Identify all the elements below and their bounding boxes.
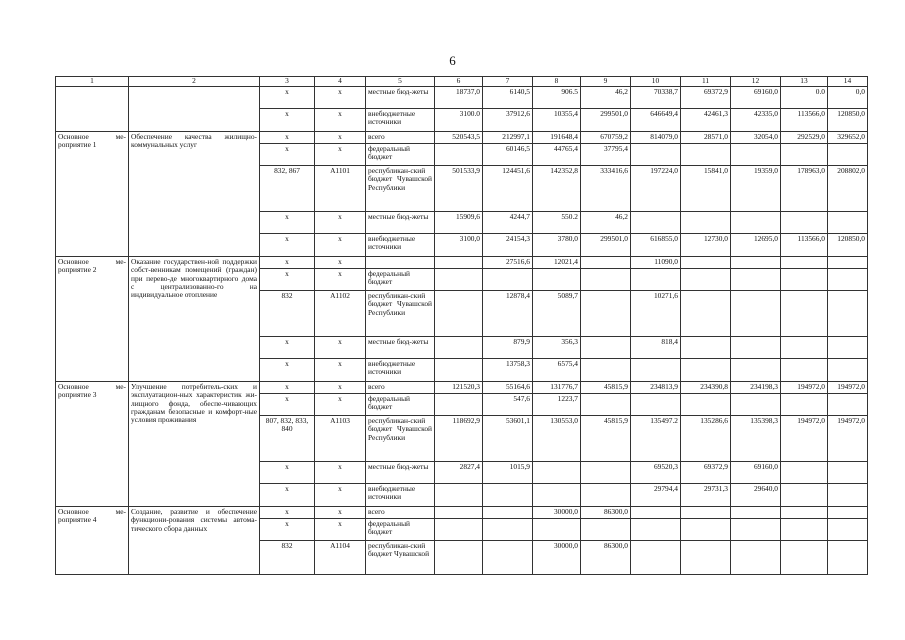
value-cell <box>435 484 483 507</box>
value-cell: 550.2 <box>533 212 581 234</box>
value-cell <box>681 337 731 359</box>
responsible-code-cell: х <box>260 484 315 507</box>
value-cell <box>581 394 631 416</box>
column-header: 2 <box>129 77 260 87</box>
value-cell: 69372,9 <box>681 462 731 484</box>
value-cell: 12021,4 <box>533 257 581 269</box>
value-cell <box>483 269 533 291</box>
funding-source-cell: местные бюд-жеты <box>366 462 435 484</box>
value-cell <box>483 519 533 541</box>
value-cell: 11090,0 <box>631 257 681 269</box>
value-cell <box>435 507 483 519</box>
column-header: 10 <box>631 77 681 87</box>
responsible-code-cell: х <box>260 87 315 109</box>
table-row <box>56 132 868 144</box>
table-row <box>56 257 868 269</box>
value-cell <box>828 269 868 291</box>
value-cell <box>731 257 781 269</box>
value-cell <box>435 519 483 541</box>
value-cell: 3100,0 <box>435 234 483 257</box>
value-cell: 135497.2 <box>631 416 681 462</box>
value-cell <box>533 519 581 541</box>
responsible-code-cell: х <box>260 109 315 132</box>
value-cell: 42335,0 <box>731 109 781 132</box>
value-cell <box>631 507 681 519</box>
value-cell <box>681 291 731 337</box>
funding-source-cell: всего <box>366 132 435 144</box>
value-cell: 45815,9 <box>581 416 631 462</box>
value-cell: 0.0 <box>781 87 828 109</box>
value-cell: 10271,6 <box>631 291 681 337</box>
activity-description: Улучшение потребитель-ских и эксплуатацион-ных характеристик жи-лищного фонда, обеспе-чивающих гражданам безопасные и комфорт-ные условия проживания <box>129 382 260 507</box>
value-cell <box>631 519 681 541</box>
column-header: 4 <box>315 77 366 87</box>
budget-code-cell: А1102 <box>315 291 366 337</box>
value-cell: 46,2 <box>581 212 631 234</box>
value-cell <box>533 269 581 291</box>
value-cell <box>631 269 681 291</box>
value-cell: 29640,0 <box>731 484 781 507</box>
value-cell: 520543,5 <box>435 132 483 144</box>
value-cell: 24154,3 <box>483 234 533 257</box>
value-cell <box>781 507 828 519</box>
budget-code-cell: х <box>315 484 366 507</box>
value-cell: 27516,6 <box>483 257 533 269</box>
funding-source-cell: федеральный бюджет <box>366 144 435 166</box>
value-cell <box>828 212 868 234</box>
value-cell: 234390,8 <box>681 382 731 394</box>
responsible-code-cell: 832 <box>260 541 315 575</box>
value-cell: 1223,7 <box>533 394 581 416</box>
activity-name: Основное ме-роприятие 4 <box>56 507 129 575</box>
value-cell: 191648,4 <box>533 132 581 144</box>
value-cell <box>828 359 868 382</box>
value-cell: 135398,3 <box>731 416 781 462</box>
funding-source-cell: местные бюд-жеты <box>366 337 435 359</box>
responsible-code-cell: х <box>260 269 315 291</box>
value-cell <box>483 507 533 519</box>
value-cell: 292529,0 <box>781 132 828 144</box>
funding-source-cell: внебюджетные источники <box>366 359 435 382</box>
column-header: 14 <box>828 77 868 87</box>
value-cell: 70338,7 <box>631 87 681 109</box>
value-cell: 616855,0 <box>631 234 681 257</box>
value-cell: 120850,0 <box>828 234 868 257</box>
value-cell <box>435 257 483 269</box>
value-cell: 13758,3 <box>483 359 533 382</box>
value-cell <box>631 359 681 382</box>
value-cell: 130553,0 <box>533 416 581 462</box>
column-header: 8 <box>533 77 581 87</box>
value-cell: 333416,6 <box>581 166 631 212</box>
value-cell: 299501,0 <box>581 234 631 257</box>
budget-code-cell: х <box>315 462 366 484</box>
budget-code-cell: х <box>315 382 366 394</box>
funding-source-cell: республикан-ский бюджет Чувашской Республики <box>366 416 435 462</box>
column-header: 12 <box>731 77 781 87</box>
value-cell: 906.5 <box>533 87 581 109</box>
value-cell <box>781 144 828 166</box>
value-cell: 501533,9 <box>435 166 483 212</box>
value-cell: 60146,5 <box>483 144 533 166</box>
activity-name: Основное ме-роприятие 3 <box>56 382 129 507</box>
page-number: 6 <box>449 53 456 68</box>
value-cell: 29794,4 <box>631 484 681 507</box>
activity-name: Основное ме-роприятие 2 <box>56 257 129 382</box>
value-cell <box>781 484 828 507</box>
value-cell: 30000,0 <box>533 541 581 575</box>
budget-code-cell: х <box>315 87 366 109</box>
value-cell: 670759,2 <box>581 132 631 144</box>
value-cell: 234198,3 <box>731 382 781 394</box>
funding-source-cell: местные бюд-жеты <box>366 87 435 109</box>
column-header: 13 <box>781 77 828 87</box>
value-cell <box>731 337 781 359</box>
funding-source-cell: республикан-ский бюджет Чувашской Республики <box>366 166 435 212</box>
funding-source-cell: федеральный бюджет <box>366 269 435 291</box>
funding-source-cell: внебюджетные источники <box>366 234 435 257</box>
value-cell: 113566,0 <box>781 234 828 257</box>
value-cell: 69372,9 <box>681 87 731 109</box>
value-cell: 194972,0 <box>781 416 828 462</box>
value-cell: 818,4 <box>631 337 681 359</box>
value-cell: 15841,0 <box>681 166 731 212</box>
budget-code-cell: х <box>315 144 366 166</box>
funding-source-cell: внебюджетные источники <box>366 484 435 507</box>
value-cell <box>435 337 483 359</box>
value-cell <box>581 359 631 382</box>
value-cell <box>781 394 828 416</box>
value-cell: 53601,1 <box>483 416 533 462</box>
budget-code-cell: х <box>315 394 366 416</box>
value-cell <box>731 359 781 382</box>
header-row <box>56 77 868 87</box>
value-cell: 6140,5 <box>483 87 533 109</box>
value-cell <box>581 257 631 269</box>
value-cell <box>681 519 731 541</box>
value-cell: 194972,0 <box>828 382 868 394</box>
value-cell <box>435 541 483 575</box>
funding-source-cell <box>366 257 435 269</box>
responsible-code-cell: х <box>260 234 315 257</box>
value-cell <box>581 519 631 541</box>
value-cell <box>781 462 828 484</box>
column-header: 9 <box>581 77 631 87</box>
value-cell: 113566,0 <box>781 109 828 132</box>
value-cell: 356,3 <box>533 337 581 359</box>
value-cell <box>828 484 868 507</box>
value-cell <box>828 337 868 359</box>
responsible-code-cell: х <box>260 144 315 166</box>
value-cell: 135286,6 <box>681 416 731 462</box>
value-cell: 86300,0 <box>581 507 631 519</box>
value-cell <box>781 541 828 575</box>
value-cell: 37912,6 <box>483 109 533 132</box>
value-cell <box>681 212 731 234</box>
value-cell: 121520,3 <box>435 382 483 394</box>
responsible-code-cell: 832 <box>260 291 315 337</box>
value-cell: 12695,0 <box>731 234 781 257</box>
value-cell: 55164,6 <box>483 382 533 394</box>
value-cell <box>681 394 731 416</box>
column-header: 3 <box>260 77 315 87</box>
responsible-code-cell: х <box>260 257 315 269</box>
budget-code-cell: х <box>315 519 366 541</box>
budget-code-cell: х <box>315 337 366 359</box>
value-cell: 194972,0 <box>781 382 828 394</box>
value-cell: 3780,0 <box>533 234 581 257</box>
funding-source-cell: республикан-ский бюджет Чувашской Республики <box>366 291 435 337</box>
value-cell: 45815,9 <box>581 382 631 394</box>
value-cell <box>681 144 731 166</box>
activity-description: Оказание государствен-ной поддержки собст-венникам помещений (граждан) при перево-де многоквартирного дома с централизованно-го на индивидуальное отопление <box>129 257 260 382</box>
activity-description: Создание, развитие и обеспечение функциони-рования системы автома-тического сбора данных <box>129 507 260 575</box>
value-cell <box>731 541 781 575</box>
value-cell: 42461,3 <box>681 109 731 132</box>
value-cell: 0,0 <box>828 87 868 109</box>
value-cell <box>581 462 631 484</box>
value-cell: 2827,4 <box>435 462 483 484</box>
value-cell <box>581 291 631 337</box>
value-cell: 37795,4 <box>581 144 631 166</box>
value-cell: 329652,0 <box>828 132 868 144</box>
value-cell: 32054,0 <box>731 132 781 144</box>
value-cell: 18737,0 <box>435 87 483 109</box>
value-cell <box>828 462 868 484</box>
budget-table <box>55 76 868 575</box>
value-cell: 12730,0 <box>681 234 731 257</box>
value-cell <box>533 462 581 484</box>
value-cell <box>781 359 828 382</box>
value-cell <box>631 212 681 234</box>
column-header: 7 <box>483 77 533 87</box>
value-cell <box>435 269 483 291</box>
budget-code-cell: А1103 <box>315 416 366 462</box>
value-cell: 19359,0 <box>731 166 781 212</box>
table-row <box>56 507 868 519</box>
value-cell <box>581 337 631 359</box>
value-cell <box>435 394 483 416</box>
value-cell: 178963,0 <box>781 166 828 212</box>
value-cell <box>435 144 483 166</box>
table-row <box>56 382 868 394</box>
responsible-code-cell: 807, 832, 833, 840 <box>260 416 315 462</box>
funding-source-cell: внебюджетные источники <box>366 109 435 132</box>
budget-code-cell: х <box>315 257 366 269</box>
budget-code-cell: х <box>315 234 366 257</box>
value-cell <box>828 291 868 337</box>
budget-code-cell: х <box>315 132 366 144</box>
value-cell <box>581 269 631 291</box>
value-cell: 15909,6 <box>435 212 483 234</box>
responsible-code-cell: х <box>260 337 315 359</box>
value-cell: 46,2 <box>581 87 631 109</box>
value-cell: 212997,1 <box>483 132 533 144</box>
value-cell: 44765,4 <box>533 144 581 166</box>
table-row <box>56 87 868 109</box>
value-cell <box>828 257 868 269</box>
value-cell: 124451,6 <box>483 166 533 212</box>
responsible-code-cell: х <box>260 382 315 394</box>
value-cell: 10355,4 <box>533 109 581 132</box>
value-cell <box>828 394 868 416</box>
funding-source-cell: местные бюд-жеты <box>366 212 435 234</box>
value-cell: 3100.0 <box>435 109 483 132</box>
value-cell: 120850,0 <box>828 109 868 132</box>
value-cell <box>828 144 868 166</box>
value-cell <box>435 291 483 337</box>
value-cell <box>631 541 681 575</box>
value-cell: 194972,0 <box>828 416 868 462</box>
value-cell: 29731,3 <box>681 484 731 507</box>
budget-code-cell: х <box>315 359 366 382</box>
value-cell: 69520,3 <box>631 462 681 484</box>
value-cell <box>731 394 781 416</box>
funding-source-cell: федеральный бюджет <box>366 394 435 416</box>
activity-description <box>129 87 260 132</box>
value-cell: 234813,9 <box>631 382 681 394</box>
value-cell <box>681 257 731 269</box>
value-cell <box>731 519 781 541</box>
value-cell: 12878,4 <box>483 291 533 337</box>
value-cell <box>681 541 731 575</box>
value-cell: 118692,9 <box>435 416 483 462</box>
value-cell <box>533 484 581 507</box>
value-cell <box>681 507 731 519</box>
value-cell <box>781 257 828 269</box>
value-cell: 5089,7 <box>533 291 581 337</box>
budget-code-cell: А1104 <box>315 541 366 575</box>
funding-source-cell: федеральный бюджет <box>366 519 435 541</box>
value-cell <box>781 337 828 359</box>
value-cell <box>731 291 781 337</box>
value-cell: 6575,4 <box>533 359 581 382</box>
value-cell: 814079,0 <box>631 132 681 144</box>
value-cell: 86300,0 <box>581 541 631 575</box>
budget-code-cell: х <box>315 212 366 234</box>
budget-code-cell: х <box>315 507 366 519</box>
value-cell <box>731 507 781 519</box>
responsible-code-cell: х <box>260 132 315 144</box>
value-cell: 131776,7 <box>533 382 581 394</box>
value-cell <box>828 507 868 519</box>
activity-name <box>56 87 129 132</box>
value-cell <box>828 519 868 541</box>
funding-source-cell: всего <box>366 507 435 519</box>
activity-name: Основное ме-роприятие 1 <box>56 132 129 257</box>
value-cell <box>681 269 731 291</box>
value-cell <box>435 359 483 382</box>
responsible-code-cell: х <box>260 462 315 484</box>
value-cell <box>731 144 781 166</box>
responsible-code-cell: 832, 867 <box>260 166 315 212</box>
value-cell <box>631 394 681 416</box>
value-cell <box>731 269 781 291</box>
value-cell: 879,9 <box>483 337 533 359</box>
column-header: 1 <box>56 77 129 87</box>
value-cell <box>483 541 533 575</box>
funding-source-cell: всего <box>366 382 435 394</box>
value-cell <box>631 144 681 166</box>
value-cell: 4244,7 <box>483 212 533 234</box>
column-header: 5 <box>366 77 435 87</box>
value-cell: 197224,0 <box>631 166 681 212</box>
value-cell: 69160,0 <box>731 462 781 484</box>
responsible-code-cell: х <box>260 394 315 416</box>
column-header: 6 <box>435 77 483 87</box>
value-cell <box>781 291 828 337</box>
value-cell: 646649,4 <box>631 109 681 132</box>
responsible-code-cell: х <box>260 212 315 234</box>
activity-description: Обеспечение качества жилищно-коммунальных услуг <box>129 132 260 257</box>
value-cell: 30000,0 <box>533 507 581 519</box>
value-cell <box>828 541 868 575</box>
value-cell <box>781 212 828 234</box>
value-cell: 142352,8 <box>533 166 581 212</box>
value-cell <box>581 484 631 507</box>
value-cell <box>781 269 828 291</box>
column-header: 11 <box>681 77 731 87</box>
value-cell: 299501,0 <box>581 109 631 132</box>
responsible-code-cell: х <box>260 507 315 519</box>
value-cell <box>681 359 731 382</box>
responsible-code-cell: х <box>260 359 315 382</box>
value-cell: 1015,9 <box>483 462 533 484</box>
value-cell: 69160,0 <box>731 87 781 109</box>
value-cell: 28571,0 <box>681 132 731 144</box>
responsible-code-cell: х <box>260 519 315 541</box>
value-cell <box>781 519 828 541</box>
budget-code-cell: х <box>315 109 366 132</box>
value-cell <box>483 484 533 507</box>
budget-code-cell: х <box>315 269 366 291</box>
value-cell: 208802,0 <box>828 166 868 212</box>
funding-source-cell: республикан-ский бюджет Чувашской <box>366 541 435 575</box>
value-cell <box>731 212 781 234</box>
budget-code-cell: А1101 <box>315 166 366 212</box>
value-cell: 547,6 <box>483 394 533 416</box>
